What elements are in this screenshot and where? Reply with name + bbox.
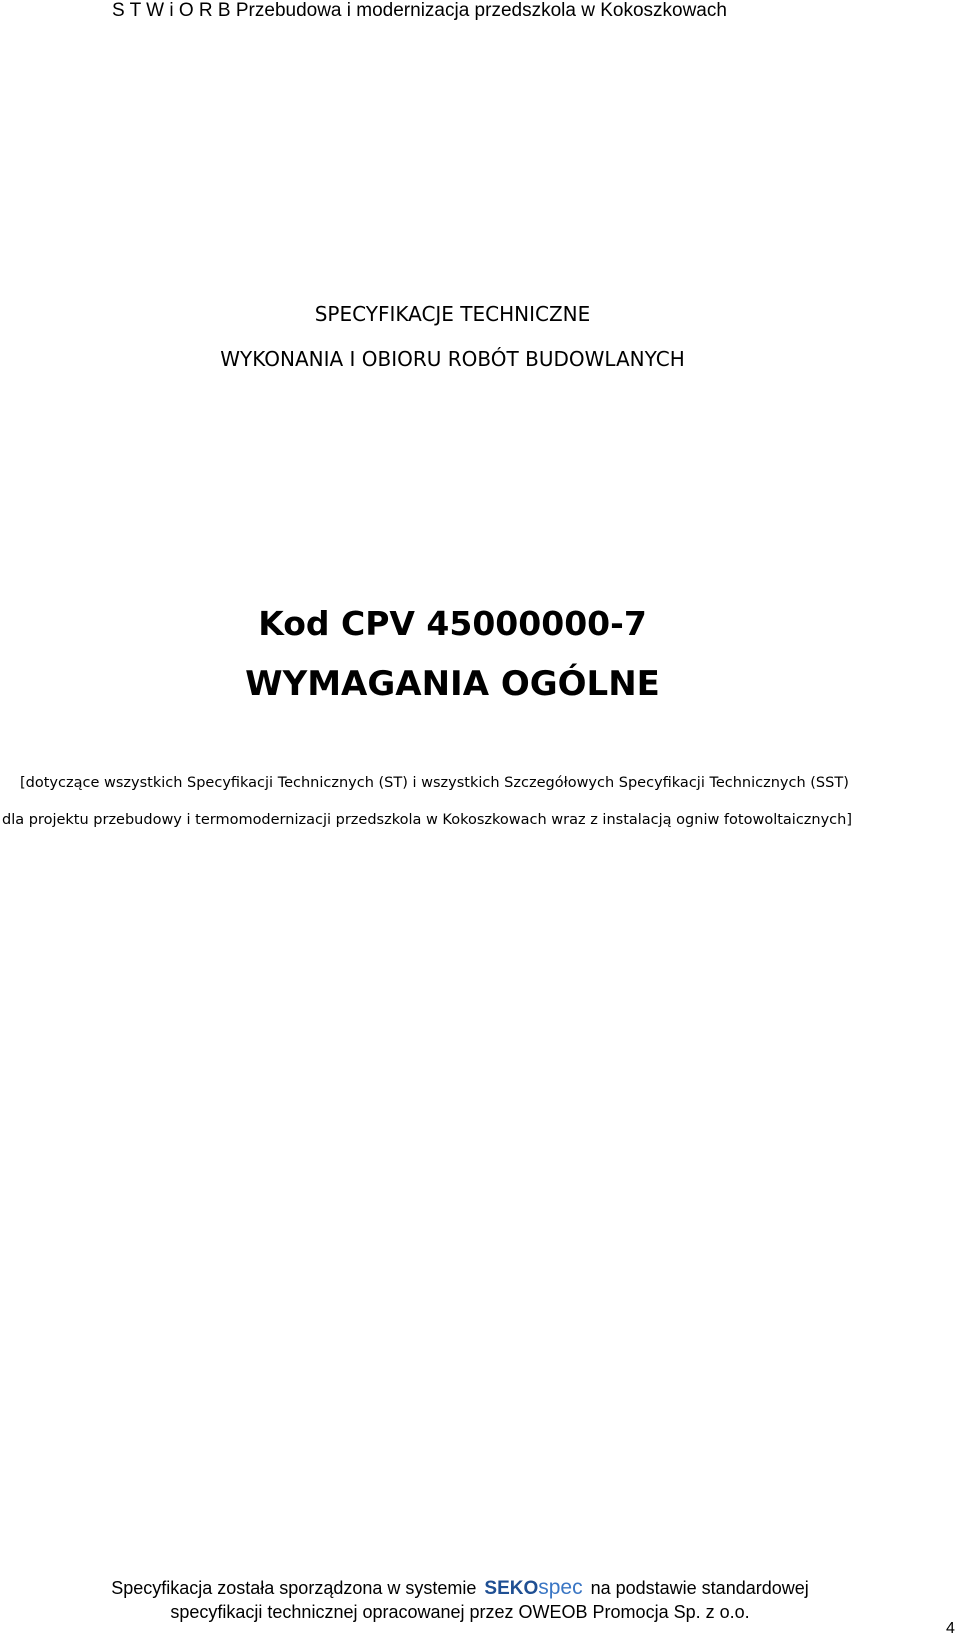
scope-description-line-2: dla projektu przebudowy i termomodernizacji przedszkola w Kokoszkowach wraz z instalacją ogniw fotowoltaicznych] <box>2 812 852 828</box>
general-requirements-heading: WYMAGANIA OGÓLNE <box>245 664 660 704</box>
footer-line-1 <box>0 1576 920 1600</box>
sekospec-logo-spec: spec <box>538 1576 583 1599</box>
document-title-line-1: SPECYFIKACJE TECHNICZNE <box>314 302 591 326</box>
footer-line-2: specyfikacji technicznej opracowanej przez OWEOB Promocja Sp. z o.o. <box>170 1602 750 1622</box>
footer-suffix-text: na podstawie standardowej <box>590 1578 809 1598</box>
sekospec-logo <box>484 1576 582 1600</box>
sekospec-logo-seko: SEKO <box>484 1578 539 1599</box>
document-title-line-2: WYKONANIA I OBIORU ROBÓT BUDOWLANYCH <box>220 347 685 371</box>
running-header: S T W i O R B Przebudowa i modernizacja przedszkola w Kokoszkowach <box>112 0 727 21</box>
page-number: 4 <box>946 1620 955 1637</box>
cpv-code-heading: Kod CPV 45000000-7 <box>258 604 647 643</box>
footer-prefix-text: Specyfikacja została sporządzona w systemie <box>111 1578 477 1598</box>
scope-description-line-1: [dotyczące wszystkich Specyfikacji Technicznych (ST) i wszystkich Szczegółowych Specyfikacji Technicznych (SST) <box>20 775 849 791</box>
